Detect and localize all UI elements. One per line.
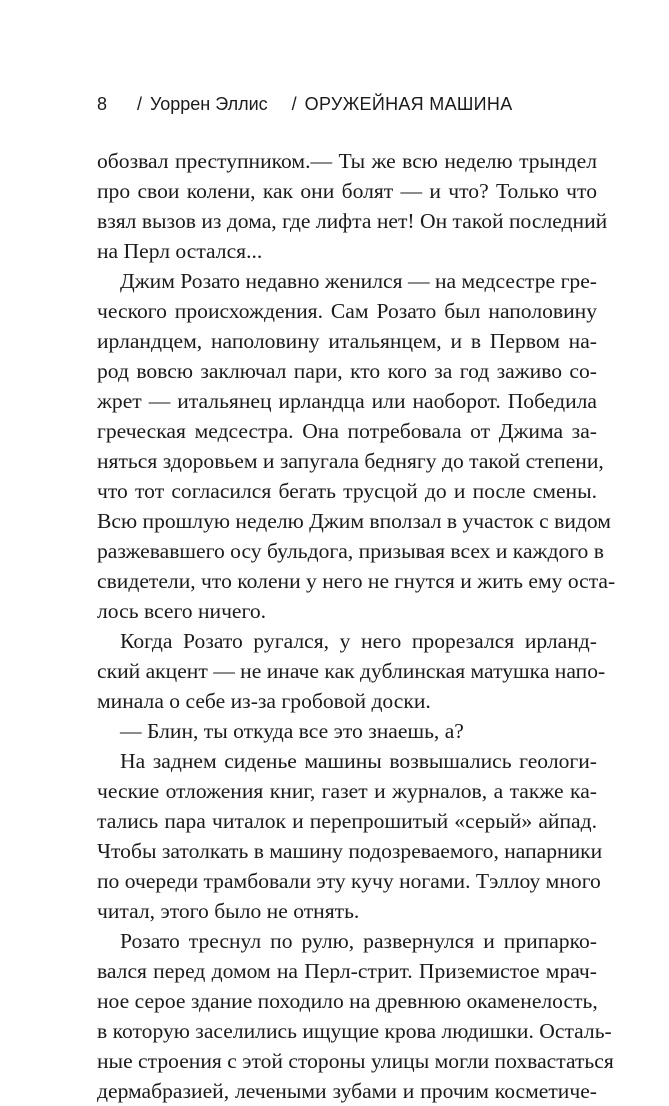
text-line: взял вызов из дома, где лифта нет! Он такой последний — [97, 209, 608, 233]
text-line: Когда Розато ругался, у него прорезался ирланд- — [120, 629, 597, 653]
text-line: обозвал преступником.— Ты же всю неделю трындел — [97, 149, 597, 173]
text-line: ное серое здание походило на древнюю окаменелость, — [97, 989, 598, 1013]
text-line: на Перл остался... — [97, 239, 263, 263]
page-number: 8 — [97, 94, 108, 114]
text-line: На заднем сиденье машины возвышались геологи- — [120, 749, 597, 773]
header-author: Уоррен Эллис — [150, 94, 268, 114]
text-line: минала о себе из-за гробовой доски. — [97, 689, 431, 713]
text-line: в которую заселились ищущие крова людишки. Осталь- — [97, 1019, 612, 1043]
text-line: ский акцент — не иначе как дублинская матушка напо- — [97, 659, 606, 683]
text-line: — Блин, ты откуда все это знаешь, а? — [120, 719, 464, 743]
text-line: лось всего ничего. — [97, 599, 267, 623]
text-line: Розато треснул по рулю, развернулся и припарко- — [120, 929, 597, 953]
text-line: жрет — итальянец ирландца или наоборот. Победила — [97, 389, 597, 413]
text-line: род вовсю заключал пари, кто кого за год заживо со- — [97, 359, 597, 383]
text-line: свидетели, что колени у него не гнутся и жить ему оста- — [97, 569, 616, 593]
text-line: Чтобы затолкать в машину подозреваемого, напарники — [97, 839, 603, 863]
text-line: тались пара читалок и перепрошитый «серый» айпад. — [97, 809, 597, 833]
text-line: дермабразией, лечеными зубами и прочим косметиче- — [97, 1079, 597, 1103]
text-line: по очереди трамбовали эту кучу ногами. Тэллоу много — [97, 869, 601, 893]
text-line: Джим Розато недавно женился — на медсестре гре- — [120, 269, 597, 293]
header-separator: / — [291, 94, 297, 114]
text-line: читал, этого было не отнять. — [97, 899, 360, 923]
header-separator: / — [137, 94, 143, 114]
text-line: ирландцем, наполовину итальянцем, и в Первом на- — [97, 329, 597, 353]
text-line: разжевавшего осу бульдога, призывая всех и каждого в — [97, 539, 604, 563]
text-line: греческая медсестра. Она потребовала от Джима за- — [97, 419, 597, 443]
text-line: ческого происхождения. Сам Розато был наполовину — [97, 299, 597, 323]
text-line: няться здоровьем и запугала беднягу до такой степени, — [97, 449, 604, 473]
text-line: вался перед домом на Перл-стрит. Приземистое мрач- — [97, 959, 597, 983]
text-line: ческие отложения книг, газет и журналов, а также ка- — [97, 779, 597, 803]
body-text — [97, 146, 616, 1106]
text-line: что тот согласился бегать трусцой до и после смены. — [97, 479, 597, 503]
running-header — [97, 92, 597, 116]
text-line: Всю прошлую неделю Джим вползал в участок с видом — [97, 509, 611, 533]
text-line: про свои колени, как они болят — и что? Только что — [97, 179, 597, 203]
text-line: ные строения с этой стороны улицы могли похвастаться — [97, 1049, 614, 1073]
header-book-title: ОРУЖЕЙНАЯ МАШИНА — [304, 94, 513, 114]
